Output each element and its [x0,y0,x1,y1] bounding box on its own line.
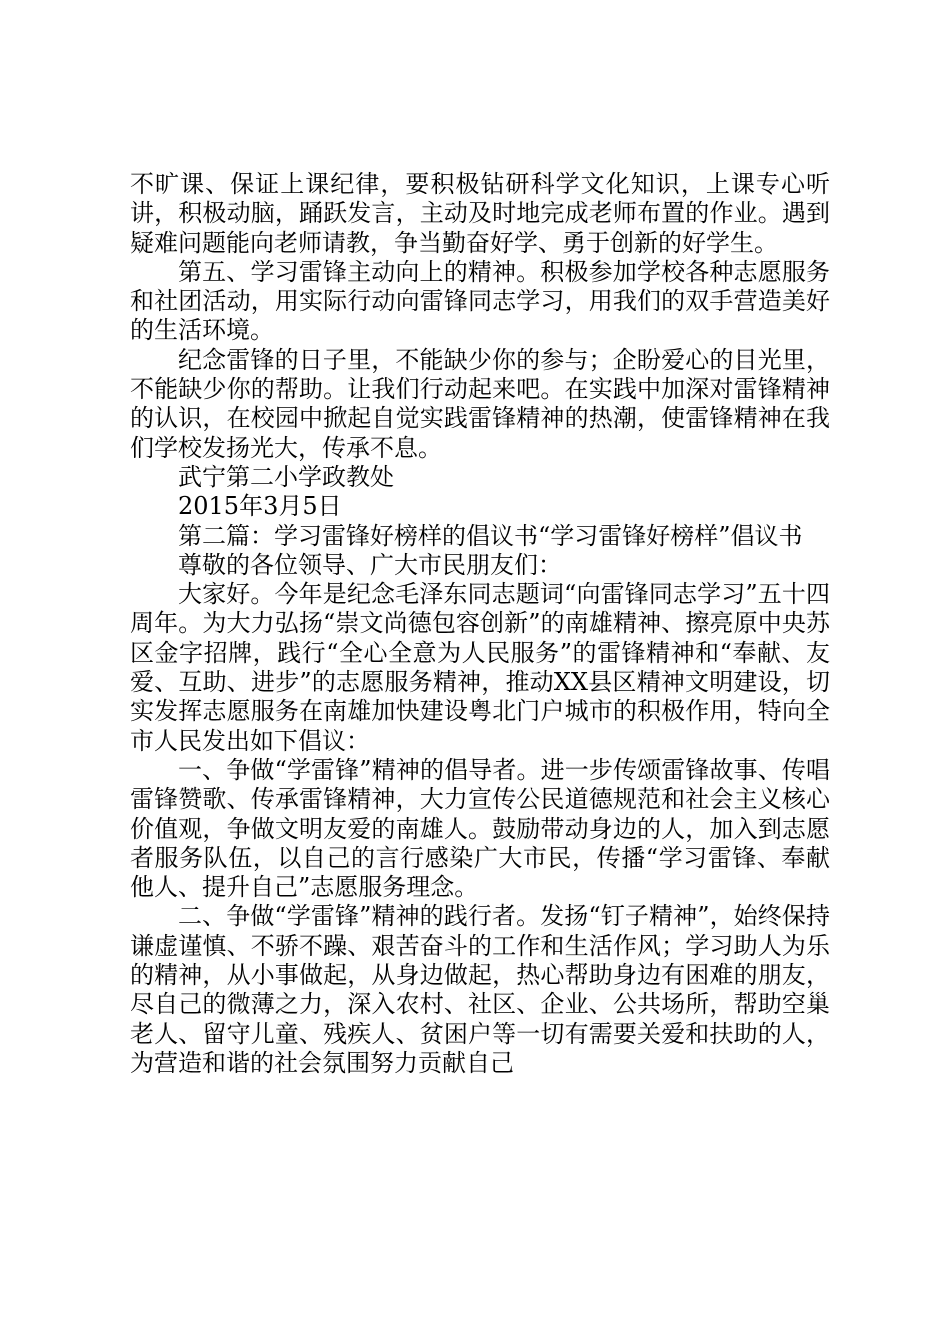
salutation: 尊敬的各位领导、广大市民朋友们： [178,550,562,579]
section-title: 第二篇：学习雷锋好榜样的倡议书“学习雷锋好榜样”倡议书 [178,521,803,550]
signature-organization: 武宁第二小学政教处 [178,462,394,491]
paragraph-fifth-point: 第五、学习雷锋主动向上的精神。积极参加学校各种志愿服务和社团活动，用实际行动向雷锋同志学习，用我们的双手营造美好的生活环境。 [130,257,830,345]
paragraph-introduction: 大家好。今年是纪念毛泽东同志题词“向雷锋同志学习”五十四周年。为大力弘扬“崇文尚德包容创新”的南雄精神、擦亮原中央苏区金字招牌，践行“全心全意为人民服务”的雷锋精神和“奉献、友爱、互助、进步”的志愿服务精神，推动XX县区精神文明建设，切实发挥志愿服务在南雄加快建设粤北门户城市的积极作用，特向全市人民发出如下倡议： [130,580,830,755]
signature-date: 2015年3月5日 [178,492,342,521]
paragraph-proposal-one: 一、争做“学雷锋”精神的倡导者。进一步传颂雷锋故事、传唱雷锋赞歌、传承雷锋精神，大力宣传公民道德规范和社会主义核心价值观，争做文明友爱的南雄人。鼓励带动身边的人，加入到志愿者服务队伍，以自己的言行感染广大市民，传播“学习雷锋、奉献他人、提升自己”志愿服务理念。 [130,755,830,902]
paragraph-proposal-two: 二、争做“学雷锋”精神的践行者。发扬“钉子精神”，始终保持谦虚谨慎、不骄不躁、艰苦奋斗的工作和生活作风；学习助人为乐的精神，从小事做起，从身边做起，热心帮助身边有困难的朋友，尽自己的微薄之力，深入农村、社区、企业、公共场所，帮助空巢老人、留守儿童、残疾人、贫困户等一切有需要关爱和扶助的人，为营造和谐的社会氛围努力贡献自己 [130,902,830,1077]
paragraph-commemoration: 纪念雷锋的日子里，不能缺少你的参与；企盼爱心的目光里，不能缺少你的帮助。让我们行动起来吧。在实践中加深对雷锋精神的认识，在校园中掀起自觉实践雷锋精神的热潮，使雷锋精神在我们学校发扬光大，传承不息。 [130,345,830,462]
document-page [130,170,830,1078]
paragraph-study-discipline: 不旷课、保证上课纪律，要积极钻研科学文化知识，上课专心听讲，积极动脑，踊跃发言，主动及时地完成老师布置的作业。遇到疑难问题能向老师请教，争当勤奋好学、勇于创新的好学生。 [130,170,830,257]
